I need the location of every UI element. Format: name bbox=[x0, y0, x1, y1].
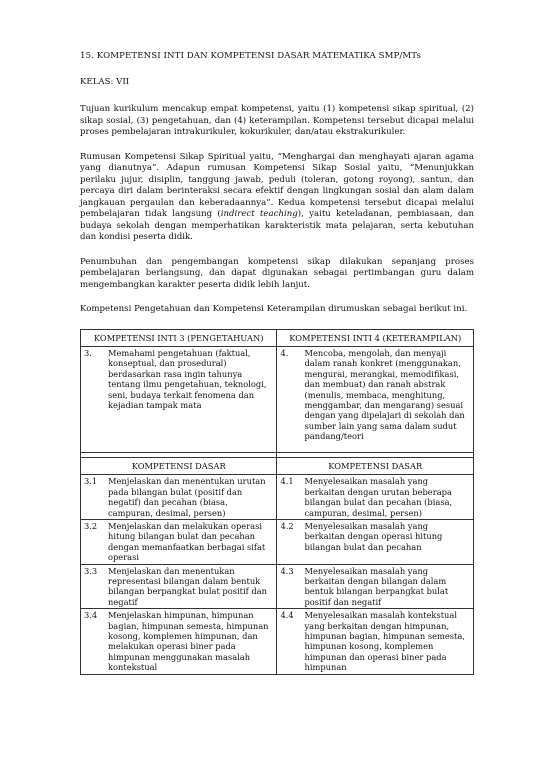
page-title: 15. KOMPETENSI INTI DAN KOMPETENSI DASAR MATEMATIKA SMP/MTs bbox=[80, 51, 421, 61]
ki3-cell bbox=[81, 346, 277, 452]
class-label: KELAS: VII bbox=[80, 77, 130, 87]
kd-left-header: KOMPETENSI DASAR bbox=[81, 457, 277, 474]
ki4-header: KOMPETENSI INTI 4 (KETERAMPILAN) bbox=[277, 329, 474, 346]
competency-table bbox=[80, 329, 474, 675]
kd-3-4-cell bbox=[81, 609, 277, 674]
paragraph-1: Tujuan kurikulum mencakup empat kompetensi, yaitu (1) kompetensi sikap spiritual, (2) sikap sosial, (3) pengetahuan, dan (4) keterampilan. Kompetensi tersebut dicapai melalui proses pembelajaran intrakurikuler, kokurikuler, dan/atau ekstrakurikuler. bbox=[80, 104, 474, 137]
ki-header-row bbox=[81, 329, 474, 346]
ki3-header: KOMPETENSI INTI 3 (PENGETAHUAN) bbox=[81, 329, 277, 346]
kd-number: 3.2 bbox=[84, 520, 98, 531]
kd-text: Menyelesaikan masalah yang berkaitan dengan operasi hitung bilangan bulat dan pecahan bbox=[304, 520, 443, 552]
kd-text: Menyelesaikan masalah kontekstual yang berkaitan dengan himpunan, himpunan bagian, himpunan semesta, himpunan kosong, komplemen himpunan dan operasi biner pada himpunan bbox=[304, 610, 465, 673]
table-row bbox=[81, 564, 474, 609]
kd-text: Menjelaskan dan menentukan representasi bilangan dalam bentuk bilangan berpangkat bulat positif dan negatif bbox=[108, 565, 267, 607]
kd-3-2-cell bbox=[81, 519, 277, 564]
kd-text: Menyelesaikan masalah yang berkaitan dengan urutan beberapa bilangan bulat dan pecahan (biasa, campuran, desimal, persen) bbox=[304, 476, 453, 518]
table-row bbox=[81, 519, 474, 564]
paragraph-2-text: Rumusan Kompetensi Sikap Spiritual yaitu, “Menghargai dan menghayati ajaran agama yang dianutnya”. Adapun rumusan Kompetensi Sikap Sosial yaitu, “Menunjukkan perilaku jujur, disiplin, tanggung jawab, peduli (toleran, gotong royong), santun, dan percaya diri dalam berinteraksi secara efektif dengan lingkungan sosial dan alam dalam jangkauan pergaulan dan keberadaannya”. Kedua kompetensi tersebut dicapai melalui pembelajaran tidak langsung ( bbox=[80, 151, 474, 219]
kd-number: 4.3 bbox=[280, 565, 294, 576]
kd-number: 3.3 bbox=[84, 565, 98, 576]
paragraph-2-tail: ), yaitu keteladanan, pembiasaan, dan budaya sekolah dengan memperhatikan karakteristik mata pelajaran, serta kebutuhan dan kondisi peserta didik. bbox=[80, 209, 474, 242]
kd-number: 4.1 bbox=[280, 476, 294, 487]
paragraph-4: Kompetensi Pengetahuan dan Kompetensi Keterampilan dirumuskan sebagai berikut ini. bbox=[80, 304, 468, 314]
table-row bbox=[81, 475, 474, 520]
kd-4-4-cell bbox=[277, 609, 474, 674]
ki-content-row bbox=[81, 346, 474, 452]
kd-4-2-cell bbox=[277, 519, 474, 564]
kd-text: Menjelaskan dan melakukan operasi hitung bilangan bulat dan pecahan dengan memanfaatkan berbagai sifat operasi bbox=[108, 520, 266, 563]
kd-right-header: KOMPETENSI DASAR bbox=[277, 457, 474, 474]
ki4-text: Mencoba, mengolah, dan menyaji dalam ranah konkret (menggunakan, mengurai, merangkai, memodifikasi, dan membuat) dan ranah abstrak (menulis, membaca, menghitung, menggambar, dan mengarang) sesuai dengan yang dipelajari di sekolah dan sumber lain yang sama dalam sudut pandang/teori bbox=[304, 347, 465, 442]
kd-number: 3.1 bbox=[84, 476, 98, 487]
kd-4-3-cell bbox=[277, 564, 474, 609]
ki3-text: Memahami pengetahuan (faktual, konseptual, dan prosedural) berdasarkan rasa ingin tahunya tentang ilmu pengetahuan, teknologi, seni, budaya terkait fenomena dan kejadian tampak mata bbox=[108, 347, 267, 410]
ki3-number: 3. bbox=[84, 347, 92, 358]
paragraph-3: Penumbuhan dan pengembangan kompetensi sikap dilakukan sepanjang proses pembelajaran berlangsung, dan dapat digunakan sebagai pertimbangan guru dalam mengembangkan karakter peserta didik lebih lanjut. bbox=[80, 256, 474, 290]
kd-number: 3.4 bbox=[84, 610, 98, 621]
kd-text: Menjelaskan himpunan, himpunan bagian, himpunan semesta, himpunan kosong, komplemen himpunan, dan melakukan operasi biner pada himpunan menggunakan masalah kontekstual bbox=[108, 610, 269, 673]
kd-text: Menjelaskan dan menentukan urutan pada bilangan bulat (positif dan negatif) dan pecahan (biasa, campuran, desimal, persen) bbox=[108, 476, 266, 518]
kd-3-3-cell bbox=[81, 564, 277, 609]
table-row bbox=[81, 609, 474, 674]
kd-4-1-cell bbox=[277, 475, 474, 520]
ki4-number: 4. bbox=[280, 347, 289, 358]
paragraph-2 bbox=[80, 152, 474, 244]
ki4-cell bbox=[277, 346, 474, 452]
kd-number: 4.2 bbox=[280, 520, 294, 531]
kd-number: 4.4 bbox=[280, 610, 294, 621]
paragraph-2-italic: indirect teaching bbox=[220, 209, 298, 219]
kd-text: Menyelesaikan masalah yang berkaitan dengan bilangan dalam bentuk bilangan berpangkat bulat positif dan negatif bbox=[304, 565, 449, 607]
document-page bbox=[80, 50, 474, 675]
kd-3-1-cell bbox=[81, 475, 277, 520]
kd-header-row bbox=[81, 457, 474, 474]
